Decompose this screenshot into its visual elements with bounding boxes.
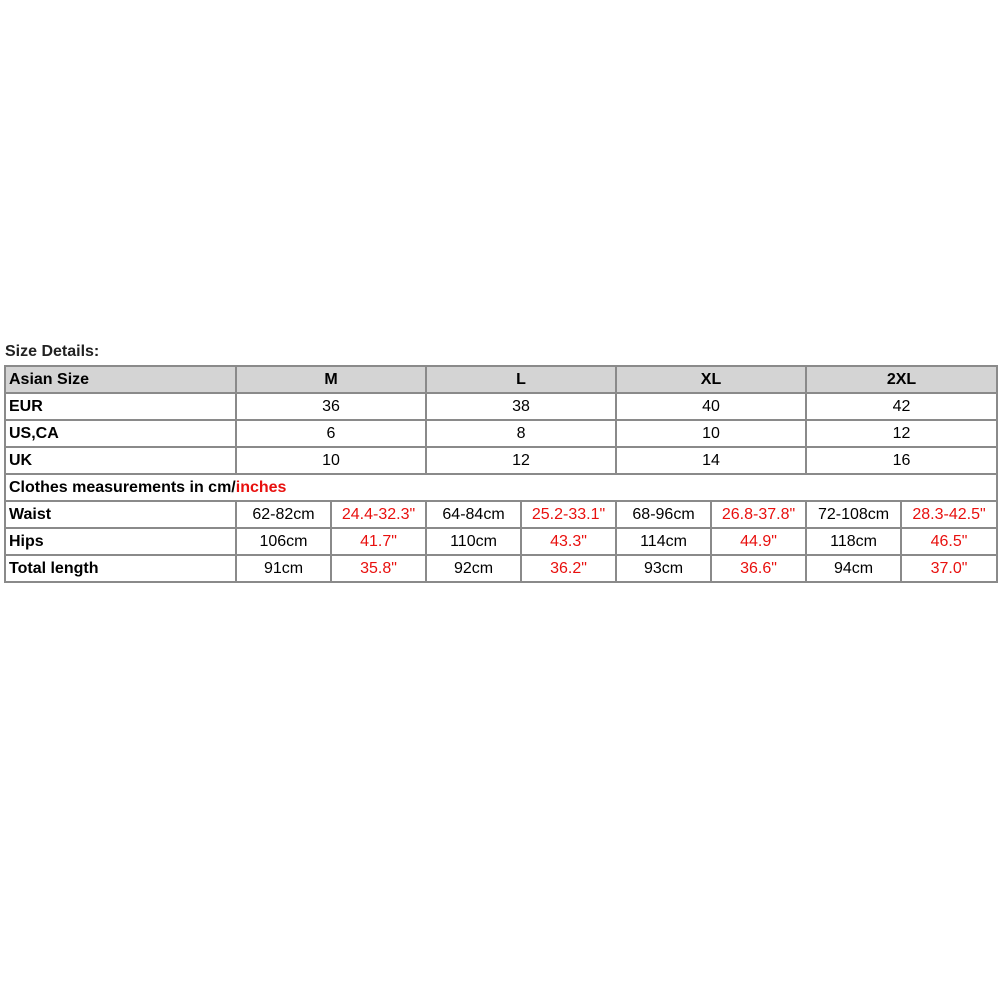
- size-header-m: M: [236, 366, 426, 393]
- size-value: 10: [616, 420, 806, 447]
- measurements-heading: [5, 474, 997, 501]
- size-header-l: L: [426, 366, 616, 393]
- size-value: 12: [806, 420, 997, 447]
- inch-value: 36.6": [711, 555, 806, 582]
- row-label: Total length: [5, 555, 236, 582]
- row-label: US,CA: [5, 420, 236, 447]
- inch-value: 46.5": [901, 528, 997, 555]
- chart-title: Size Details:: [5, 343, 100, 360]
- inch-value: 36.2": [521, 555, 616, 582]
- measurements-heading-row: [5, 474, 997, 501]
- size-value: 14: [616, 447, 806, 474]
- cm-value: 62-82cm: [236, 501, 331, 528]
- cm-value: 110cm: [426, 528, 521, 555]
- size-value: 42: [806, 393, 997, 420]
- measurement-row-waist: [5, 501, 997, 528]
- measurement-row-hips: [5, 528, 997, 555]
- inch-value: 25.2-33.1": [521, 501, 616, 528]
- size-table: [4, 365, 998, 583]
- size-value: 6: [236, 420, 426, 447]
- row-label: UK: [5, 447, 236, 474]
- measurement-row-total-length: [5, 555, 997, 582]
- inch-value: 24.4-32.3": [331, 501, 426, 528]
- size-value: 38: [426, 393, 616, 420]
- size-value: 12: [426, 447, 616, 474]
- header-label: Asian Size: [5, 366, 236, 393]
- row-label: Hips: [5, 528, 236, 555]
- cm-value: 94cm: [806, 555, 901, 582]
- size-value: 36: [236, 393, 426, 420]
- size-chart: [4, 341, 996, 583]
- cm-value: 92cm: [426, 555, 521, 582]
- size-value: 10: [236, 447, 426, 474]
- cm-value: 93cm: [616, 555, 711, 582]
- inch-value: 28.3-42.5": [901, 501, 997, 528]
- cm-value: 114cm: [616, 528, 711, 555]
- header-row: [5, 366, 997, 393]
- inch-value: 41.7": [331, 528, 426, 555]
- cm-value: 91cm: [236, 555, 331, 582]
- measurements-heading-prefix: Clothes measurements in cm/: [9, 478, 236, 496]
- size-header-2xl: 2XL: [806, 366, 997, 393]
- inch-value: 35.8": [331, 555, 426, 582]
- size-header-xl: XL: [616, 366, 806, 393]
- size-value: 16: [806, 447, 997, 474]
- size-row-us-ca: [5, 420, 997, 447]
- size-row-uk: [5, 447, 997, 474]
- cm-value: 118cm: [806, 528, 901, 555]
- size-row-eur: [5, 393, 997, 420]
- row-label: EUR: [5, 393, 236, 420]
- cm-value: 68-96cm: [616, 501, 711, 528]
- measurements-heading-highlight: inches: [235, 478, 287, 496]
- cm-value: 64-84cm: [426, 501, 521, 528]
- inch-value: 26.8-37.8": [711, 501, 806, 528]
- size-value: 40: [616, 393, 806, 420]
- cm-value: 72-108cm: [806, 501, 901, 528]
- inch-value: 43.3": [521, 528, 616, 555]
- size-value: 8: [426, 420, 616, 447]
- inch-value: 37.0": [901, 555, 997, 582]
- row-label: Waist: [5, 501, 236, 528]
- inch-value: 44.9": [711, 528, 806, 555]
- cm-value: 106cm: [236, 528, 331, 555]
